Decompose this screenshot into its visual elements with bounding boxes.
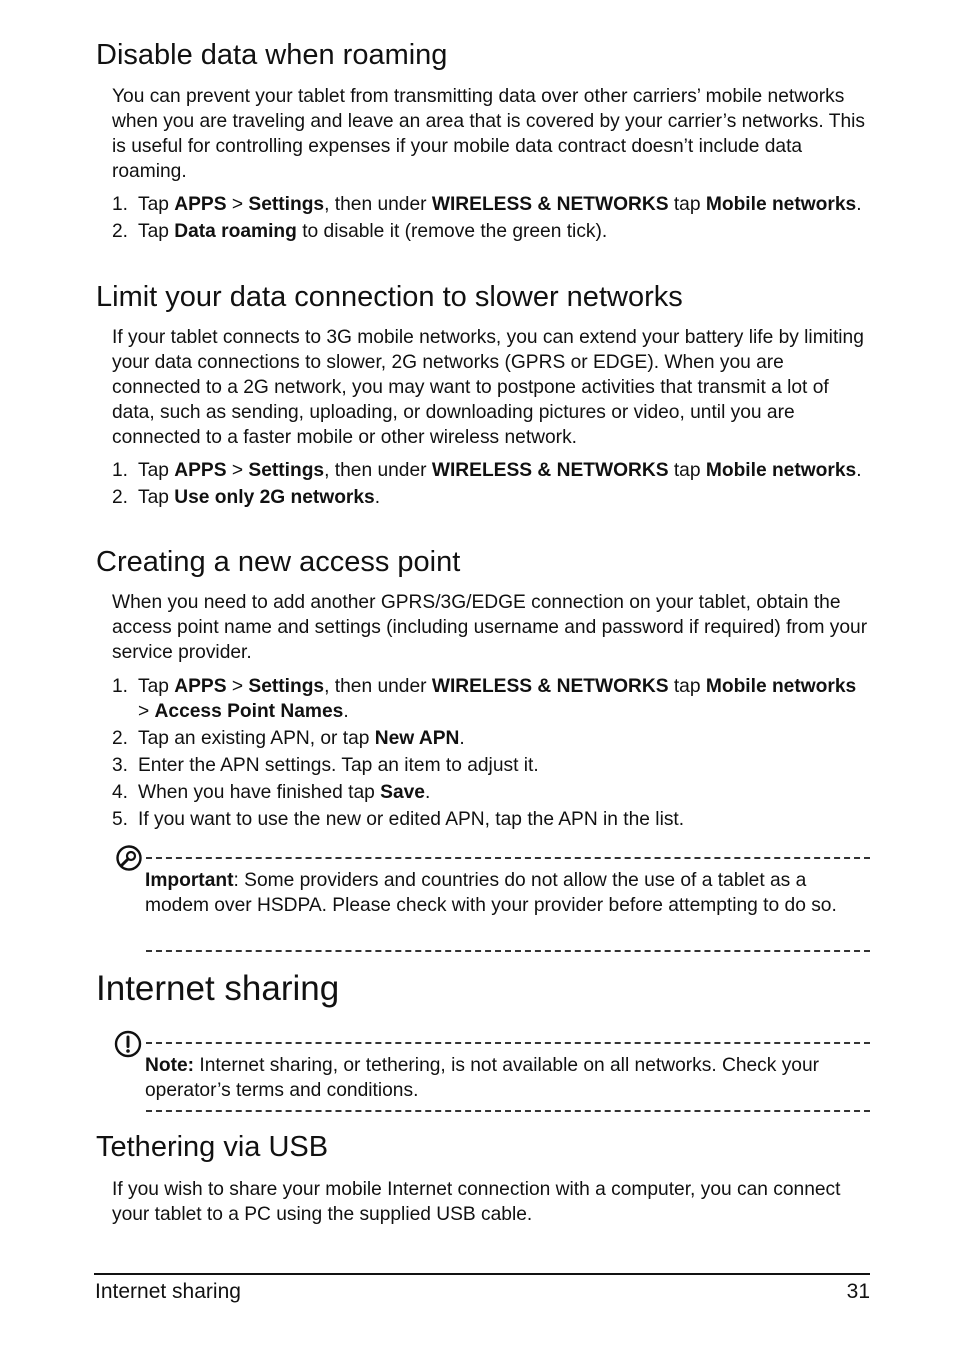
access-point-intro: When you need to add another GPRS/3G/EDGE connection on your tablet, obtain the access point name and settings (including username and password if required) from your service provider. (112, 592, 868, 663)
step-bold-term: APPS (174, 676, 227, 697)
footer-rule (94, 1273, 870, 1275)
step-bold-term: Settings (248, 194, 325, 215)
step-bold-term: New APN (374, 728, 460, 749)
step-number: 2. (112, 221, 129, 242)
step-item: 5. If you want to use the new or edited APN, tap the APN in the list. (112, 809, 685, 830)
step-bold-term: Mobile networks (705, 194, 857, 215)
step-bold-term: APPS (174, 194, 227, 215)
magnifier-icon (114, 845, 142, 873)
step-item: 2. Tap Data roaming to disable it (remove the green tick). (112, 221, 608, 242)
step-item: 3. Enter the APN settings. Tap an item to adjust it. (112, 755, 539, 776)
note-body: Internet sharing, or tethering, is not available on all networks. Check your operator’s terms and conditions. (145, 1055, 820, 1101)
note-text (145, 1053, 870, 1103)
page-number: 31 (846, 1280, 870, 1303)
step-number: 3. (112, 755, 129, 776)
step-number: 5. (112, 809, 129, 830)
step-item: 2. Tap Use only 2G networks. (112, 487, 381, 508)
callout-dashed-bottom (146, 1110, 870, 1112)
chapter-title: Internet sharing (96, 969, 340, 1008)
note-label: Note: (145, 1055, 195, 1076)
step-item: 1. Tap APPS > Settings, then under WIRELESS & NETWORKS tap Mobile networks. (112, 194, 862, 215)
step-bold-term: WIRELESS & NETWORKS (431, 460, 669, 481)
step-number: 1. (112, 460, 129, 481)
step-number: 4. (112, 782, 129, 803)
callout-dashed-top (146, 857, 870, 859)
access-point-steps (112, 674, 872, 834)
section-heading-slower-networks: Limit your data connection to slower networks (96, 281, 683, 313)
roaming-intro: You can prevent your tablet from transmitting data over other carriers’ mobile networks when you are traveling and leave an area that is covered by your carrier’s networks. This is useful for controlling expenses if your mobile data contract doesn’t include data roaming. (112, 86, 865, 182)
important-body: : Some providers and countries do not allow the use of a tablet as a modem over HSDPA. Please check with your provider before attempting to do so. (145, 870, 837, 916)
important-callout (112, 845, 870, 957)
note-callout (112, 1030, 870, 1118)
step-bold-term: Access Point Names (154, 701, 344, 722)
step-bold-term: Settings (248, 676, 325, 697)
step-item: 1. Tap APPS > Settings, then under WIRELESS & NETWORKS tap Mobile networks. (112, 460, 862, 481)
exclamation-icon (114, 1030, 142, 1058)
roaming-steps (112, 192, 872, 246)
step-number: 1. (112, 676, 129, 697)
footer-section-title: Internet sharing (95, 1280, 241, 1303)
step-bold-term: Use only 2G networks (174, 487, 375, 508)
section-heading-access-point: Creating a new access point (96, 546, 461, 578)
step-bold-term: Save (380, 782, 425, 803)
step-bold-term: Mobile networks (705, 676, 857, 697)
tethering-intro: If you wish to share your mobile Internet connection with a computer, you can connect your tablet to a PC using the supplied USB cable. (112, 1179, 841, 1225)
important-text (145, 868, 870, 918)
step-bold-term: WIRELESS & NETWORKS (431, 194, 669, 215)
step-bold-term: Mobile networks (705, 460, 857, 481)
step-bold-term: WIRELESS & NETWORKS (431, 676, 669, 697)
slower-networks-steps (112, 458, 872, 512)
section-heading-roaming: Disable data when roaming (96, 39, 448, 71)
important-label: Important (145, 870, 234, 891)
step-number: 2. (112, 487, 129, 508)
callout-dashed-bottom (146, 950, 870, 952)
step-bold-term: APPS (174, 460, 227, 481)
step-item: 4. When you have finished tap Save. (112, 782, 431, 803)
callout-dashed-top (146, 1042, 870, 1044)
step-bold-term: Data roaming (174, 221, 297, 242)
step-item: 1. Tap APPS > Settings, then under WIRELESS & NETWORKS tap Mobile networks > Access Point Names. (112, 676, 857, 722)
step-item: 2. Tap an existing APN, or tap New APN. (112, 728, 465, 749)
section-heading-tethering: Tethering via USB (96, 1131, 329, 1163)
step-bold-term: Settings (248, 460, 325, 481)
step-number: 2. (112, 728, 129, 749)
slower-networks-intro: If your tablet connects to 3G mobile networks, you can extend your battery life by limiting your data connections to slower, 2G networks (GPRS or EDGE). When you are connected to a 2G network, you may want to postpone activities that transmit a lot of data, such as sending, uploading, or downloading pictures or video, until you are connected to a faster mobile or other wireless network. (112, 327, 864, 448)
step-number: 1. (112, 194, 129, 215)
